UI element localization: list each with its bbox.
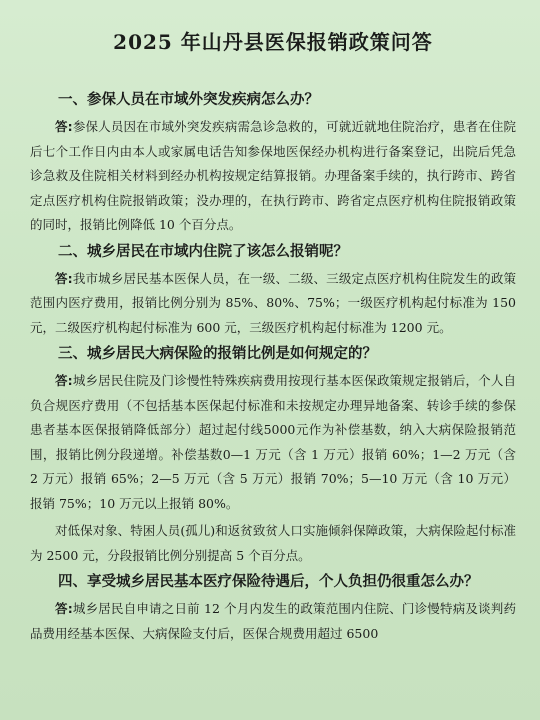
answer-label: 答: <box>55 119 73 134</box>
answer-paragraph-extra: 对低保对象、特困人员(孤儿)和返贫致贫人口实施倾斜保障政策，大病保险起付标准为 2500 元，分段报销比例分别提高 5 个百分点。 <box>30 523 516 563</box>
section-1 <box>30 89 516 238</box>
question-heading: 一、参保人员在市域外突发疾病怎么办？ <box>58 92 319 108</box>
section-3 <box>30 343 516 568</box>
answer-text: 城乡居民自申请之日前 12 个月内发生的政策范围内住院、门诊慢特病及谈判药品费用经基本医保、大病保险支付后，医保合规费用超过 6500 <box>30 601 516 641</box>
section-4 <box>30 571 516 646</box>
answer-label: 答: <box>55 270 73 286</box>
document-title: 2025 年山丹县医保报销政策问答 <box>113 30 433 54</box>
answer-paragraph <box>30 369 516 516</box>
question-heading: 二、城乡居民在市域内住院了该怎么报销呢？ <box>58 243 348 260</box>
answer-paragraph <box>30 115 516 238</box>
answer-paragraph <box>30 597 516 646</box>
answer-paragraph <box>30 267 516 341</box>
answer-text: 参保人员因在市域外突发疾病需急诊急救的，可就近就地住院治疗，患者在住院后七个工作日内由本人或家属电话告知参保地医保经办机构进行备案登记，出院后凭急诊急救及住院相关材料到经办机构按规定结算报销。办理备案手续的，执行跨市、跨省定点医疗机构住院报销政策；没办理的，在执行跨市、跨省定点医疗机构住院报销政策的同时，报销比例降低 10 个百分点。 <box>30 119 516 232</box>
answer-label: 答: <box>55 601 73 616</box>
question-heading: 三、城乡居民大病保险的报销比例是如何规定的？ <box>58 346 377 362</box>
answer-text: 城乡居民住院及门诊慢性特殊疾病费用按现行基本医保政策规定报销后，个人自负合规医疗费用（不包括基本医保起付标准和未按规定办理异地备案、转诊手续的参保患者基本医保报销降低部分）超过起付线5000元作为补偿基数，纳入大病保险报销范围，报销比例分段递增。补偿基数0—1 万元（含 1 万元）报销 60%；1—2 万元（含 2 万元）报销 65%；2—5 万元（含 5 万元）报销 70%；5—10 万元（含 10 万元）报销 75%；10 万元以上报销 80%。 <box>30 373 516 511</box>
answer-text: 我市城乡居民基本医保人员，在一级、二级、三级定点医疗机构住院发生的政策范围内医疗费用，报销比例分别为 85%、80%、75%；一级医疗机构起付标准为 150 元，二级医疗机构起付标准为 600 元，三级医疗机构起付标准为 1200 元。 <box>30 270 516 335</box>
section-2 <box>30 241 516 341</box>
question-heading: 四、享受城乡居民基本医疗保险待遇后，个人负担仍很重怎么办？ <box>58 574 479 590</box>
answer-label: 答: <box>55 373 73 388</box>
